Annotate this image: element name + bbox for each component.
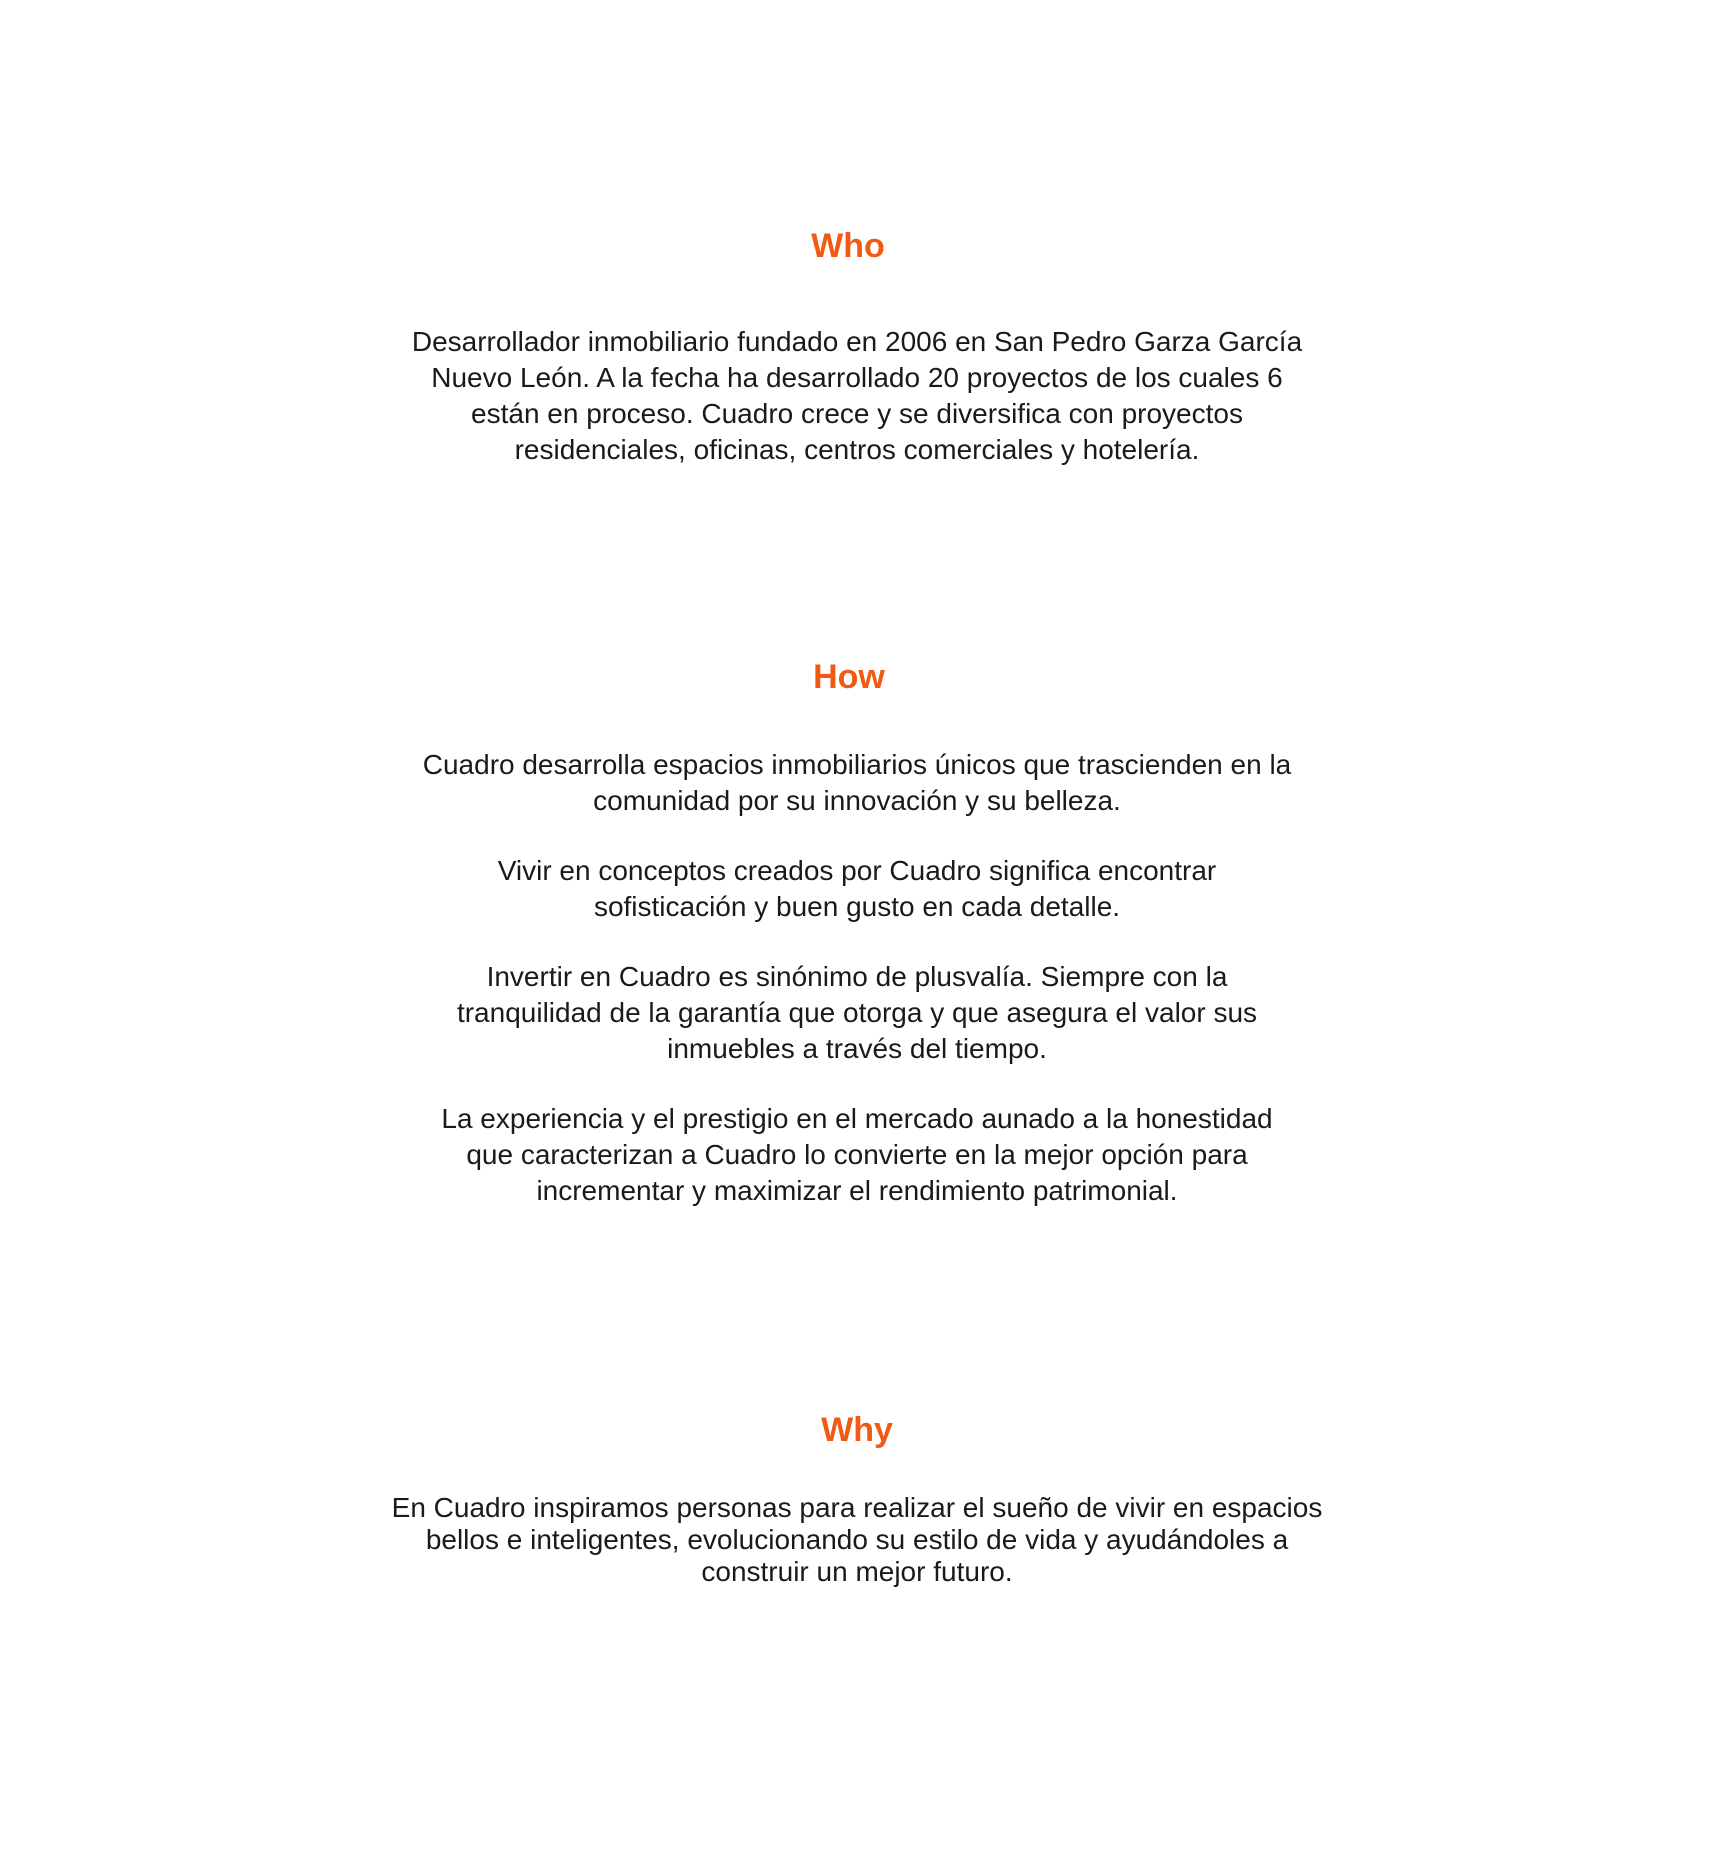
how-section — [0, 657, 1714, 1209]
how-paragraph-innovation — [0, 747, 1714, 819]
text-line: Vivir en conceptos creados por Cuadro significa encontrar — [497, 855, 1217, 886]
text-line: tranquilidad de la garantía que otorga y que asegura el valor sus — [456, 997, 1258, 1028]
text-line: están en proceso. Cuadro crece y se diversifica con proyectos — [471, 398, 1243, 429]
why-heading: Why — [821, 1411, 893, 1449]
who-body — [0, 324, 1714, 468]
text-line: comunidad por su innovación y su belleza. — [593, 785, 1121, 816]
text-line: En Cuadro inspiramos personas para realizar el sueño de vivir en espacios — [391, 1492, 1323, 1523]
how-paragraph-investing — [0, 959, 1714, 1067]
text-line: residenciales, oficinas, centros comerciales y hotelería. — [514, 434, 1200, 465]
text-line: construir un mejor futuro. — [701, 1556, 1013, 1587]
text-line: sofisticación y buen gusto en cada detalle. — [593, 891, 1121, 922]
text-line: incrementar y maximizar el rendimiento patrimonial. — [536, 1175, 1178, 1206]
who-heading: Who — [811, 227, 885, 265]
text-line: que caracterizan a Cuadro lo convierte en la mejor opción para — [466, 1139, 1248, 1170]
how-paragraph-experience — [0, 1101, 1714, 1209]
text-line: bellos e inteligentes, evolucionando su estilo de vida y ayudándoles a — [425, 1524, 1289, 1555]
why-section — [0, 1410, 1714, 1588]
text-line: inmuebles a través del tiempo. — [667, 1033, 1047, 1064]
why-body — [0, 1492, 1714, 1588]
how-paragraph-living — [0, 853, 1714, 925]
text-line: Invertir en Cuadro es sinónimo de plusvalía. Siempre con la — [486, 961, 1228, 992]
text-line: Desarrollador inmobiliario fundado en 2006 en San Pedro Garza García — [411, 326, 1303, 357]
who-section — [0, 226, 1714, 468]
how-body — [0, 747, 1714, 1209]
text-line: La experiencia y el prestigio en el mercado aunado a la honestidad — [441, 1103, 1273, 1134]
text-line: Nuevo León. A la fecha ha desarrollado 20 proyectos de los cuales 6 — [431, 362, 1283, 393]
why-paragraph — [0, 1492, 1714, 1588]
how-heading: How — [813, 658, 885, 696]
who-paragraph — [0, 324, 1714, 468]
text-line: Cuadro desarrolla espacios inmobiliarios únicos que trascienden en la — [422, 749, 1292, 780]
